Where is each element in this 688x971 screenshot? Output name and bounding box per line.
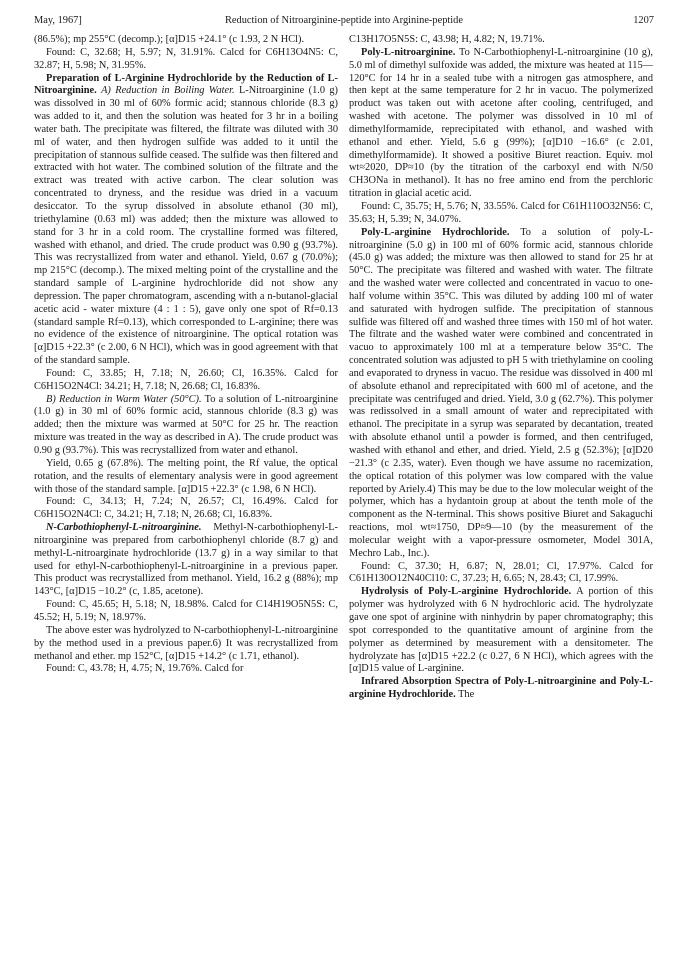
- left-column-paragraph: [34, 368, 338, 394]
- left-column: [34, 34, 338, 676]
- right-column-paragraph: [349, 34, 653, 47]
- paragraph-text: Found: C, 33.85; H, 7.18; N, 26.60; Cl, 16.35%. Calcd for C6H15O2N4Cl: 34.21; H, 7.18; N, 26.68; Cl, 16.83%.: [34, 367, 338, 392]
- right-column-paragraph: [349, 676, 653, 702]
- paragraph-text: The: [458, 689, 475, 701]
- paragraph-text: Found: C, 37.30; H, 6.87; N, 28.01; Cl, 17.97%. Calcd for C61H130O12N40Cl10: C, 37.23; H, 6.65; N, 28.43; Cl, 17.99%.: [349, 560, 653, 585]
- section-heading: Infrared Absorption Spectra of Poly-L-nitroarginine and Poly-L-arginine Hydrochloride.: [349, 676, 653, 701]
- left-column-paragraph: [34, 34, 338, 47]
- section-heading: Hydrolysis of Poly-L-arginine Hydrochloride.: [361, 586, 572, 598]
- left-column-paragraph: [34, 458, 338, 497]
- paragraph-text: To a solution of poly-L-nitroarginine (5.0 g) in 100 ml of 60% formic acid, stannous chloride (45.0 g) was added; the mixture was then allowed to stand for 25 hr at 50°C. The precipitate was filtered and washed with water. The filtrate and the washed water were collected and concentrated in vacuo to one-half volume within 35°C. This was diluted by adding 100 ml of water and saturated with hydrogen sulfide. The precipitation of stannous sulfide was filtered off and washed three times with 150 ml of hot water. The filtrate and the washed water were combined and concentrated in vacuo to approximately 100 ml at a temperature below 35°C. The concentrated solution was adjusted to pH 5 with triethylamine on cooling and evaporated to dryness in vacuo. The residue was dissolved in 400 ml of absolute ethanol and reprecipitated with 600 ml of acetone, and the precipitate was centrifuged and dried. Yield, 3.0 g (62.7%). This polymer was redissolved in a small amount of water and reprecipitated with ethanol. The precipitate in a syrup was separated by decantation, treated with absolute ethanol until a powder is formed, and then centrifuged, washed with ethanol and ether, and dried. Yield, 2.5 g (52.3%); [α]D20 −21.3° (c 2.35, water). Even though we have assume no racemization, the optical rotation of this polymer was low compared with the value reported by Ariely.4) This may be due to the low molecular weight of the polymer, which has a hydantoin group at about the tenth mole of the component as the N-terminal. This shows positive Biuret and Sakaguchi reactions, mol wt≈1750, DP≈9—10 (by the measurement of the molecular weight with a vapor-pressure osmometer, Model 301A, Mechro Lab., Inc.).: [349, 226, 653, 559]
- header-date: May, 1967]: [34, 15, 82, 26]
- paragraph-text: The above ester was hydrolyzed to N-carbothiophenyl-L-nitroarginine by the method used in a previous paper.6) It was recrystallized from methanol and ether. mp 152°C, [α]D15 +14.2° (c 1.71, ethanol).: [34, 624, 338, 662]
- paragraph-text: Found: C, 35.75; H, 5.76; N, 33.55%. Calcd for C61H110O32N56: C, 35.63; H, 5.39; N, 34.07%.: [349, 200, 653, 225]
- right-column-paragraph: [349, 47, 653, 201]
- left-column-paragraph: [34, 73, 338, 368]
- subsection-lead: B) Reduction in Warm Water (50°C).: [46, 393, 202, 405]
- paragraph-text: Yield, 0.65 g (67.8%). The melting point, the Rf value, the optical rotation, and the results of elementary analysis were in good agreement with those of the standard sample. [α]D15 +22.3° (c 1.98, 6 N HCl).: [34, 457, 338, 495]
- paragraph-text: Found: C, 32.68; H, 5.97; N, 31.91%. Calcd for C6H13O4N5: C, 32.87; H, 5.98; N, 31.95%.: [34, 46, 338, 71]
- paragraph-text: Methyl-N-carbothiophenyl-L-nitroarginine was prepared from carbothiophenyl chloride (8.7 g) and methyl-L-nitroarginate hydrochloride (13.7 g) in a way similar to that used for ethyl-N-carbothiophenyl-L-nitroarginine in a previous paper. This product was recrystallized from methanol. Yield, 16.2 g (88%); mp 143°C, [α]D15 −10.2° (c, 1.85, acetone).: [34, 522, 338, 598]
- right-column: [349, 34, 653, 702]
- right-column-paragraph: [349, 561, 653, 587]
- left-column-paragraph: [34, 47, 338, 73]
- running-header: [34, 14, 654, 30]
- left-column-paragraph: [34, 625, 338, 664]
- paragraph-text: Found: C, 43.78; H, 4.75; N, 19.76%. Calcd for: [46, 663, 244, 675]
- left-column-paragraph: [34, 394, 338, 458]
- paragraph-text: To a solution of L-nitroarginine (1.0 g) in 30 ml of 60% formic acid, stannous chloride (8.3 g) was added; then the mixture was warmed at 50°C for 25 hr. The reaction mixture was treated in the way as described in A). The crude product was 0.90 g (93.7%). This was recrystallized from water and ethanol.: [34, 393, 338, 456]
- left-column-paragraph: [34, 663, 338, 676]
- paragraph-text: A portion of this polymer was hydrolyzed with 6 N hydrochloric acid. The hydrolyzate gave one spot of arginine with ninhydrin by paper chromatography; this spot corresponded to the quantitative amount of arginine from the polymer as determined by measurement with a densitometer. The hydrolyzate has [α]D15 +22.2 (c 0.27, 6 N HCl), which agrees with the [α]D15 value of L-arginine.: [349, 586, 653, 675]
- section-heading: Poly-L-nitroarginine.: [361, 46, 456, 58]
- right-column-paragraph: [349, 201, 653, 227]
- paragraph-text: Found: C, 34.13; H, 7.24; N, 26.57; Cl, 16.49%. Calcd for C6H15O2N4Cl: C, 34.21; H, 7.18; N, 26.68; Cl, 16.83%.: [34, 496, 338, 521]
- paragraph-text: To N-Carbothiophenyl-L-nitroarginine (10 g), 5.0 ml of dimethyl sulfoxide was added, the mixture was heated at 115—120°C for 14 hr in a sealed tube with a nitrogen gas atmosphere, and then kept at the same temperature for 2 hr in vacuo. The polymerized product was taken out with acetone after cooling, centrifuged, and washed with acetone. The polymer was dissolved in 10 ml of dimethylformamide, reprecipitated with ethanol, and washed with ethanol and ether. Yield, 5.6 g (99%); [α]D10 −16.6° (c 2.01, dimethylformamide). It showed a positive Biuret reaction. Equiv. mol wt≈2020, DP≈10 (by the titration of the carboxyl end with N/50 CH3ONa in methanol). It has no free amino end from the perchloric titration in glacial acetic acid.: [349, 46, 654, 200]
- right-column-paragraph: [349, 227, 653, 561]
- page-number: 1207: [633, 15, 654, 26]
- header-title: Reduction of Nitroarginine-peptide into Arginine-peptide: [225, 15, 463, 26]
- paragraph-text: L-Nitroarginine (1.0 g) was dissolved in 30 ml of 60% formic acid; stannous chloride (8.3 g) was added to it, and then the solution was heated for 3 hr in a boiling water bath. The precipitate was filtered, the filtrate was diluted with 30 ml of water, and then hydrogen sulfide was added to it until the precipitation of stannous sulfide ceased. The sulfide was then filtered and extracted with hot water. The combined solution of the filtrate and the extract was treated with active carbon. The clear solution was concentrated to dryness, and the residue was dried in a vacuum desiccator. To the syrup dissolved in absolute ethanol (30 ml), triethylamine (0.63 ml) was added; then the mixture was allowed to stand for 3 hr in a cold room. The crystalline formed was filtered, washed with ethanol, and dried. The crude product was 0.90 g (93.7%). This was recrystallized from water and ethanol. Yield, 0.67 g (70.0%); mp 215°C (decomp.). The mixed melting point of the crystalline and the standard sample of L-arginine hydrochloride did not show any depression. The paper chromatogram, ascending with a n-butanol-glacial acetic acid - water mixture (4 : 1 : 5), gave only one spot of Rf=0.13 (standard sample Rf=0.13), which corresponded to L-arginine; there was no evidence of the existence of nitroarginine. The optical rotation was [α]D15 +22.3° (c 2.00, 6 N HCl), which was in good agreement with that of the standard sample.: [34, 85, 338, 367]
- right-column-paragraph: [349, 586, 653, 676]
- paragraph-text: Found: C, 45.65; H, 5.18; N, 18.98%. Calcd for C14H19O5N5S: C, 45.52; H, 5.19; N, 18.97%.: [34, 599, 338, 623]
- section-heading: N-Carbothiophenyl-L-nitroarginine.: [46, 522, 202, 534]
- section-heading: Preparation of L-Arginine Hydrochloride by the Reduction of L-Nitroarginine.: [34, 72, 338, 97]
- left-column-paragraph: [34, 599, 338, 625]
- left-column-paragraph: [34, 522, 338, 599]
- paragraph-text: C13H17O5N5S: C, 43.98; H, 4.82; N, 19.71%.: [349, 34, 545, 45]
- paragraph-text: (86.5%); mp 255°C (decomp.); [α]D15 +24.1° (c 1.93, 2 N HCl).: [34, 34, 305, 45]
- subsection-lead: A) Reduction in Boiling Water.: [101, 85, 235, 97]
- section-heading: Poly-L-arginine Hydrochloride.: [361, 226, 510, 238]
- left-column-paragraph: [34, 496, 338, 522]
